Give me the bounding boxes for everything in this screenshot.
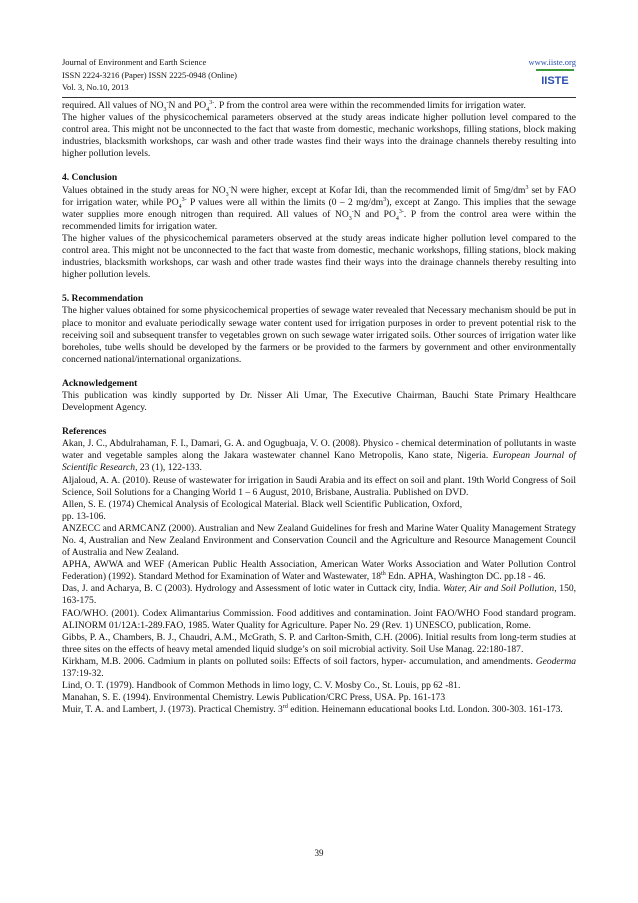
reference-item: ANZECC and ARMCANZ (2000). Australian and New Zealand Guidelines for fresh and Marine Water Quality Management Strategy No. 4, Australian and New Zealand Environment and Conservation Council and the Agriculture and Resource Management Council of Australia and New Zealand. [62, 522, 576, 559]
reference-item: Kirkham, M.B. 2006. Cadmium in plants on polluted soils: Effects of soil factors, hyper- accumulation, and amendments. Geoderma 137:19-32. [62, 655, 576, 680]
reference-item: Manahan, S. E. (1994). Environmental Chemistry. Lewis Publication/CRC Press, USA. Pp. 161-173 [62, 692, 446, 704]
reference-item: Muir, T. A. and Lambert, J. (1973). Practical Chemistry. 3rd edition. Heinemann educational books Ltd. London. 300-303. 161-173. [62, 704, 563, 716]
recommendation-paragraph: The higher values obtained for some physicochemical properties of sewage water revealed that Necessary mechanism should be put in place to monitor and evaluate periodically sewage water content used for irrigation purposes in order to prevent potential risk to the receiving soil and subsequent transfer to vegetables grown on such sewage water irrigated soils. Other sources of irrigation water like boreholes, tube wells should be developed by the farmers or be provided to the farmers by government and other environmentally concerned national/international organizations. [62, 305, 576, 365]
intro-paragraph-1: required. All values of $NO_3^-N$ and $PO_4^{3-}$. P from the control area were within the recommended limits for irrigation water. [62, 99, 526, 113]
reference-item: Gibbs, P. A., Chambers, B. J., Chaudri, A.M., McGrath, S. P. and Carlton-Smith, C.H. (2006). Initial results from long-term studies at three sites on the effects of heavy metal amended liquid sludge’s on soil microbial activity. Soil Use Manag. 22:180-187. [62, 631, 576, 655]
references-heading: References [62, 426, 107, 438]
journal-header [62, 56, 576, 94]
reference-item: Akan, J. C., Abdulrahaman, F. I., Damari, G. A. and Ogugbuaja, V. O. (2008). Physico - chemical determination of pollutants in waste water and vegetable samples along the Jakara wastewater channel Kano Metropolis, Kano state, Nigeria. European Journal of Scientific Research, 23 (1), 122-133. [62, 438, 576, 474]
conclusion-paragraph-2: The higher values of the physicochemical parameters observed at the study areas indicate higher pollution level compared to the control area. This might not be unconnected to the fact that waste from domestic, mechanic workshops, filling stations, block making industries, blacksmith workshops, car wash and other trade wastes find their ways into the drainage channels thereby resulting into higher pollution levels. [62, 232, 576, 281]
logo-text: IISTE [541, 75, 569, 87]
journal-issn: ISSN 2224-3216 (Paper) ISSN 2225-0948 (Online) [62, 69, 237, 80]
conclusion-paragraph-1: Values obtained in the study areas for $NO_3^-N$ were higher, except at Kofar Idi, than the recommended limit of $5mg/dm^3$ set by FAO for irrigation water, while $PO_4^{3-}$ P values were all within the limits (0 – 2 $mg/dm^3$), except at Zango. This implies that the sewage water supplies more enough nitrogen than required. All values of $NO_3^-N$ and $PO_4^{3-}$. P from the control area were within the recommended limits for irrigation water. [62, 184, 576, 232]
page-body [62, 100, 576, 716]
journal-website-link[interactable]: www.iiste.org [528, 57, 576, 67]
acknowledgement-heading: Acknowledgement [62, 377, 138, 389]
reference-item: Lind, O. T. (1979). Handbook of Common Methods in limo logy, C. V. Mosby Co., St. Louis, pp 62 -81. [62, 680, 461, 692]
page-number: 39 [314, 848, 324, 858]
conclusion-heading: 4. Conclusion [62, 172, 118, 184]
reference-item: Das, J. and Acharya, B. C (2003). Hydrology and Assessment of lotic water in Cuttack city, India. Water, Air and Soil Pollution, 150, 163-175. [62, 583, 576, 607]
reference-item: FAO/WHO. (2001). Codex Alimantarius Commission. Food additives and contamination. Joint FAO/WHO Food standard program. ALINORM 01/12A:1-289.FAO, 1985. Water Quality for Agriculture. Paper No. 29 (Rev. 1) UNESCO, publication, Rome. [62, 607, 576, 631]
intro-paragraph-2: The higher values of the physicochemical parameters observed at the study areas indicate higher pollution level compared to the control area. This might not be unconnected to the fact that waste from domestic, mechanic workshops, filling stations, block making industries, blacksmith workshops, car wash and other trade wastes find their ways into the drainage channels thereby resulting into higher pollution levels. [62, 112, 576, 160]
iiste-logo [536, 68, 574, 88]
header-rule [62, 97, 576, 98]
journal-volume: Vol. 3, No.10, 2013 [62, 82, 129, 92]
reference-item: Allen, S. E. (1974) Chemical Analysis of Ecological Material. Black well Scientific Publication, Oxford, pp. 13-106. [62, 498, 463, 522]
acknowledgement-paragraph: This publication was kindly supported by Dr. Nisser Ali Umar, The Executive Chairman, Bauchi State Primary Healthcare Development Agency. [62, 389, 576, 414]
reference-item: APHA, AWWA and WEF (American Public Health Association, American Water Works Association and Water Pollution Control Federation) (1992). Standard Method for Examination of Water and Wastewater, 18th Edn. APHA, Washington DC. pp.18 - 46. [62, 559, 576, 583]
recommendation-heading: 5. Recommendation [62, 293, 144, 305]
journal-title: Journal of Environment and Earth Science [62, 57, 207, 67]
reference-item: Aljaloud, A. A. (2010). Reuse of wastewater for irrigation in Saudi Arabia and its effect on soil and plant. 19th World Congress of Soil Science, Soil Solutions for a Changing World 1 – 6 August, 2010, Brisbane, Australia. Published on DVD. [62, 474, 576, 498]
